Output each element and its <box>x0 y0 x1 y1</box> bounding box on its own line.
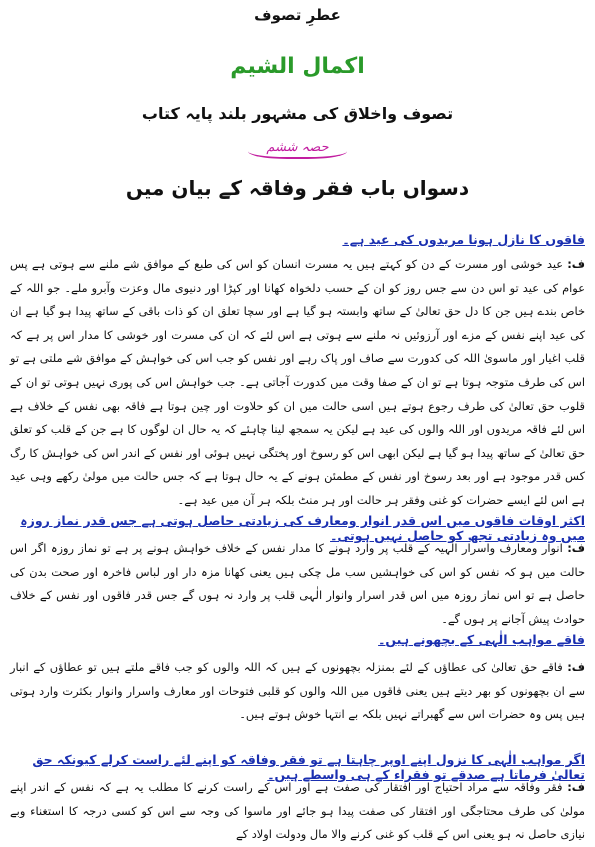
paragraph-lead: ف: <box>567 780 585 794</box>
paragraph-lead: ف: <box>567 257 586 271</box>
book-title: اکمال الشیم <box>230 54 365 79</box>
paragraph-text: فاقے حق تعالیٰ کی عطاؤں کے لئے بمنزلہ بچھونوں کے ہیں کہ اللہ والوں کو جب فاقے ملتے ہیں تو عطاؤں کے انبار سے ان بچھونوں کو بھر دیتے ہیں یعنی فاقوں میں اللہ والوں کو قلبی فتوحات اور معارف واسرار وانوار بکثرت وارد ہوتی ہیں پس وہ حضرات اس سے گھبراتے نہیں بلکہ بے انتہا خوش ہوتے ہیں۔ <box>10 660 585 722</box>
section-heading: فاقے مواہب الٰہی کے بچھونے ہیں۔ <box>378 632 585 647</box>
paragraph-lead: ف: <box>567 660 585 674</box>
section-paragraph <box>10 776 585 847</box>
section-paragraph <box>10 656 585 727</box>
paragraph-text: انوار ومعارف واسرار الٰہیہ کے قلب پر وارد ہونے کا مدار نفس کے خلاف خواہش ہونے پر ہے تو نماز روزہ اگر اس حالت میں ہو کہ نفس کو اس کی خواہشیں سب مل چکی ہیں یعنی کھانا مزہ دار اور لباس فاخرہ اور صحت بدن کی حاصل ہے تو اس نماز روزہ میں اس قدر اسرار وانوار الٰہی قلب پر وارد نہ ہوں گے جس قدر فاقوں اور نفس کے خلاف حوادث پیش آجانے پر ہوں گے۔ <box>10 541 585 626</box>
top-title: عطرِ تصوف <box>254 6 341 24</box>
section-heading: فاقوں کا نازل ہونا مریدوں کی عید ہے۔ <box>342 232 585 247</box>
chapter-title: دسواں باب فقر وفاقہ کے بیان میں <box>125 176 470 200</box>
paragraph-text: عید خوشی اور مسرت کے دن کو کہتے ہیں یہ مسرت انسان کو اس کی طبع کے موافق شے ملنے سے ہوتی ہے پس عوام کی عید تو اس دن سے جس روز کو ان کے حسب دلخواہ کھانا اور کپڑا اور دنیوی مال وعزت وآبرو ملے۔ جو اللہ کے خاص بندے ہیں جن کا دل حق تعالیٰ کے ساتھ وابستہ ہو گیا ہے اور سچا تعلق ان کو ذات باقی کے ساتھ پیدا ہو گیا ہے ان کی عید اپنے نفس کے مزے اور آرزوئیں نہ ملنے سے ہوتی ہے اس لئے کہ ان کی مسرت اور خوشی کا مدار اس پر ہے کہ قلب اغیار اور ماسویٰ اللہ کی کدورت سے صاف اور پاک رہے اور نفس کو جب اس کی خواہش کے موافق شے ملتی ہے تو اس کی طرف متوجہ ہوتا ہے تو ان کے صفا وقت میں کدورت آجاتی ہے۔ جب خواہش اس کی پوری نہیں ہوتی تو ان کے قلوب حق تعالیٰ کی طرف رجوع ہوتے ہیں اسی حالت میں ان کو حلاوت اور چین ہوتا ہے فاقہ بھی نفس کے خلاف ہے اس لئے فاقہ مریدوں اور اللہ والوں کی عید ہے لیکن یہ سمجھ لینا چاہئے کہ یہ حال ان لوگوں کا ہے جن کے قلب کو تعلق حق تعالیٰ کے ساتھ پیدا ہو گیا ہے لیکن ابھی اس کو رسوخ اور پختگی نہیں ہوئی اور نفس کے اندر اس کی خواہش کا رگ کس قدر موجود ہے اور بعد رسوخ اور نفس کے مطمئن ہونے کے یہ حال ہوتا ہے کہ جس حالت میں مولیٰ رکھے وہی عید ہے اس لئے ایسے حضرات کو غنی وفقر ہر حالت اور ہر منٹ بلکہ ہر آن میں عید ہے۔ <box>10 257 585 507</box>
section-paragraph <box>10 253 585 513</box>
book-subtitle: تصوف واخلاق کی مشہور بلند پایہ کتاب <box>141 104 454 123</box>
part-label-text: حصہ ششم <box>248 140 346 159</box>
section-heading: اگر مواہب الٰہی کا نزول اپنے اوپر چاہتا ہے تو فقر وفاقہ کو اپنے لئے راست کرلے کیونکہ حق تعالیٰ فرماتا ہے صدقے تو فقراء کے ہی واسطے ہیں۔ <box>32 752 585 782</box>
part-label <box>0 140 595 159</box>
section-heading: اکثر اوقات فاقوں میں اس قدر انوار ومعارف کی زیادتی حاصل ہوتی ہے جس قدر نماز روزہ میں وہ زیادتی تجھ کو حاصل نہیں ہوتی۔ <box>20 513 585 543</box>
paragraph-text: فقر وفاقہ سے مراد احتیاج اور افتقار کی صفت ہے اور اس کے راست کرنے کا مطلب یہ ہے کہ نفس کے اندر اپنے مولیٰ کی طرف محتاجگی اور افتقار کی صفت پیدا ہو جائے اور ماسوا کی وجہ سے اس کو کسی درجہ کا استغناء وبے نیازی حاصل نہ ہو یعنی اس کے قلب کو غنی کرنے والا مال ودولت اولاد کے <box>10 780 585 842</box>
section-paragraph <box>10 537 585 631</box>
paragraph-lead: ف: <box>567 541 585 555</box>
